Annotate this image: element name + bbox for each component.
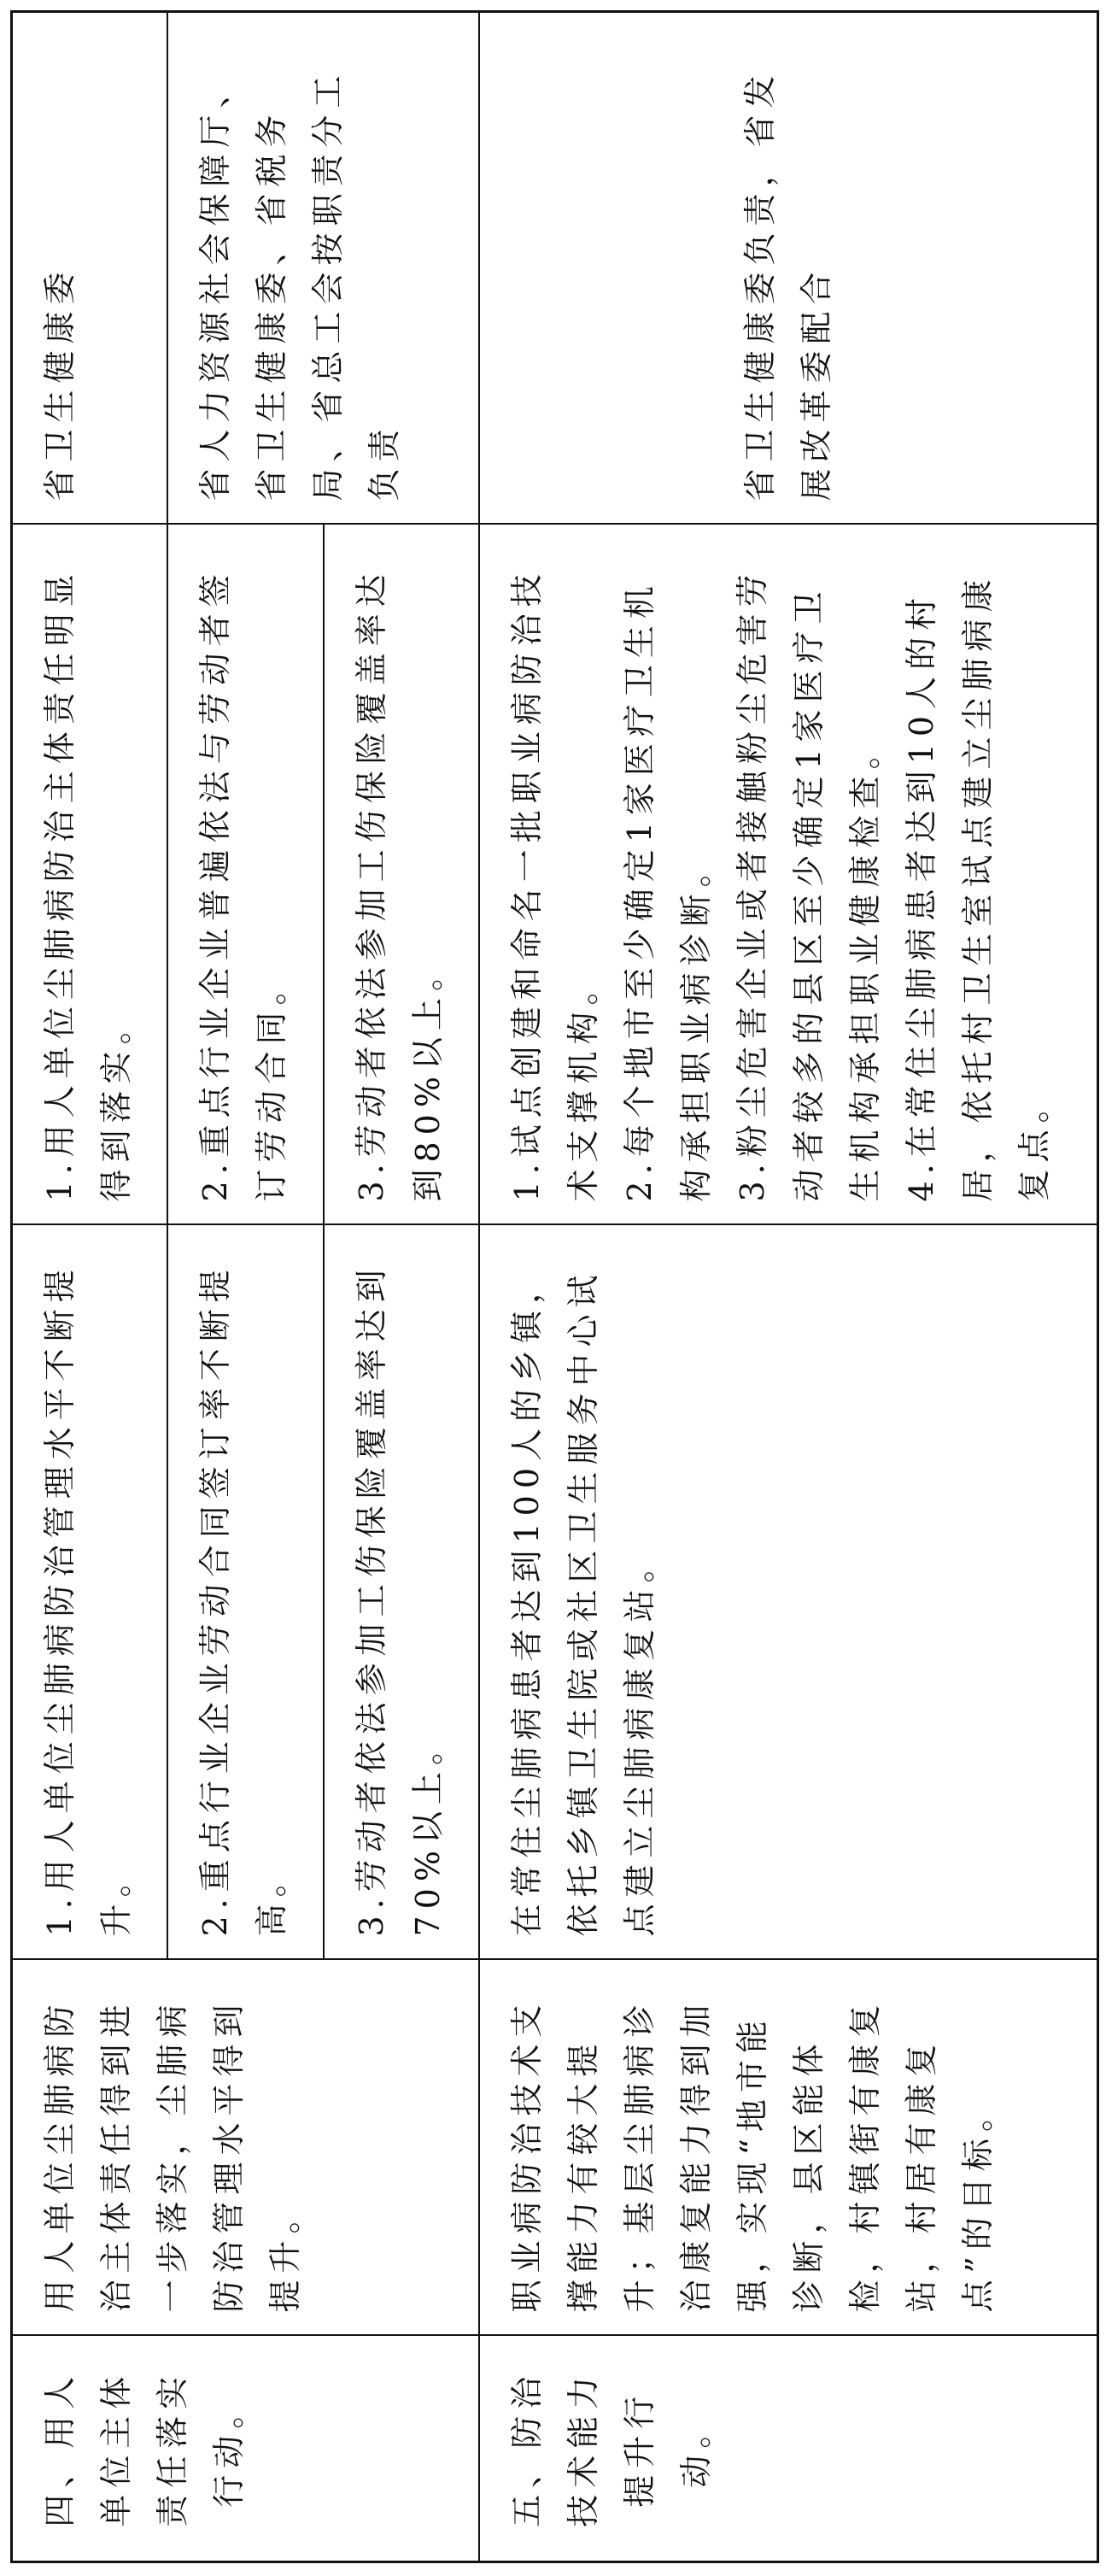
table-row bbox=[479, 12, 1097, 2562]
indicator-2025-cell bbox=[12, 1225, 168, 1960]
indicator-2030-text: 3.劳动者依法参加工伤保险覆盖率达到80%以上。 bbox=[352, 567, 447, 1202]
task-label: 四、用人单位主体责任落实行动。 bbox=[41, 2369, 248, 2527]
owner-text: 省卫生健康委负责，省发展改革委配合 bbox=[741, 68, 836, 502]
goal-text: 用人单位尘肺病防治主体责任得到进一步落实，尘肺病防治管理水平得到提升。 bbox=[41, 1998, 304, 2313]
indicator-2030-text: 1.试点创建和命名一批职业病防治技术支撑机构。 2.每个地市至少确定1家医疗卫生机构承担职业病诊断。 3.粉尘危害企业或者接触粉尘危害劳动者较多的县区至少确定1家医疗卫生机构承担职业健康检查。 4.在常住尘肺病患者达到10人的村居，依托村卫生室试点建立尘肺病康复点。 bbox=[508, 567, 1054, 1202]
table-row bbox=[12, 12, 168, 2562]
action-plan-table bbox=[10, 10, 1099, 2563]
goal-text: 职业病防治技术支撑能力有较大提升；基层尘肺病诊治康复能力得到加强，实现“地市能诊断，县区能体检，村镇街有康复站，村居有康复点”的目标。 bbox=[508, 1998, 998, 2313]
indicator-2030-cell bbox=[12, 525, 168, 1225]
owner-cell bbox=[479, 12, 1097, 525]
indicator-2025-text: 在常住尘肺病患者达到100人的乡镇，依托乡镇卫生院或社区卫生服务中心试点建立尘肺病康复站。 bbox=[508, 1264, 659, 1937]
indicator-2025-cell bbox=[167, 1225, 323, 1960]
owner-cell bbox=[12, 12, 168, 525]
indicator-2030-cell bbox=[167, 525, 323, 1225]
indicator-2025-text: 1.用人单位尘肺病防治管理水平不断提升。 bbox=[41, 1263, 135, 1937]
indicator-2030-text: 2.重点行业企业普遍依法与劳动者签订劳动合同。 bbox=[196, 567, 291, 1202]
indicator-2025-text: 2.重点行业企业劳动合同签订率不断提高。 bbox=[196, 1263, 291, 1937]
owner-text: 省卫生健康委 bbox=[41, 265, 79, 502]
owner-text: 省人力资源社会保障厅、省卫生健康委、省税务局、省总工会按职责分工负责 bbox=[196, 68, 404, 502]
task-label: 五、防治技术能力提升行动。 bbox=[508, 2369, 716, 2527]
indicator-2025-cell bbox=[324, 1225, 479, 1960]
task-cell bbox=[479, 2336, 1097, 2562]
goal-cell bbox=[12, 1960, 480, 2336]
indicator-2030-cell bbox=[479, 525, 1097, 1225]
task-cell bbox=[12, 2336, 480, 2562]
indicator-2025-cell bbox=[479, 1225, 1097, 1960]
owner-cell bbox=[167, 12, 479, 525]
indicator-2025-text: 3.劳动者依法参加工伤保险覆盖率达到70%以上。 bbox=[352, 1263, 447, 1937]
goal-cell bbox=[479, 1960, 1097, 2336]
indicator-2030-text: 1.用人单位尘肺病防治主体责任明显得到落实。 bbox=[41, 567, 135, 1202]
rotated-table-wrapper bbox=[10, 13, 1099, 2563]
indicator-2030-cell bbox=[324, 525, 479, 1225]
